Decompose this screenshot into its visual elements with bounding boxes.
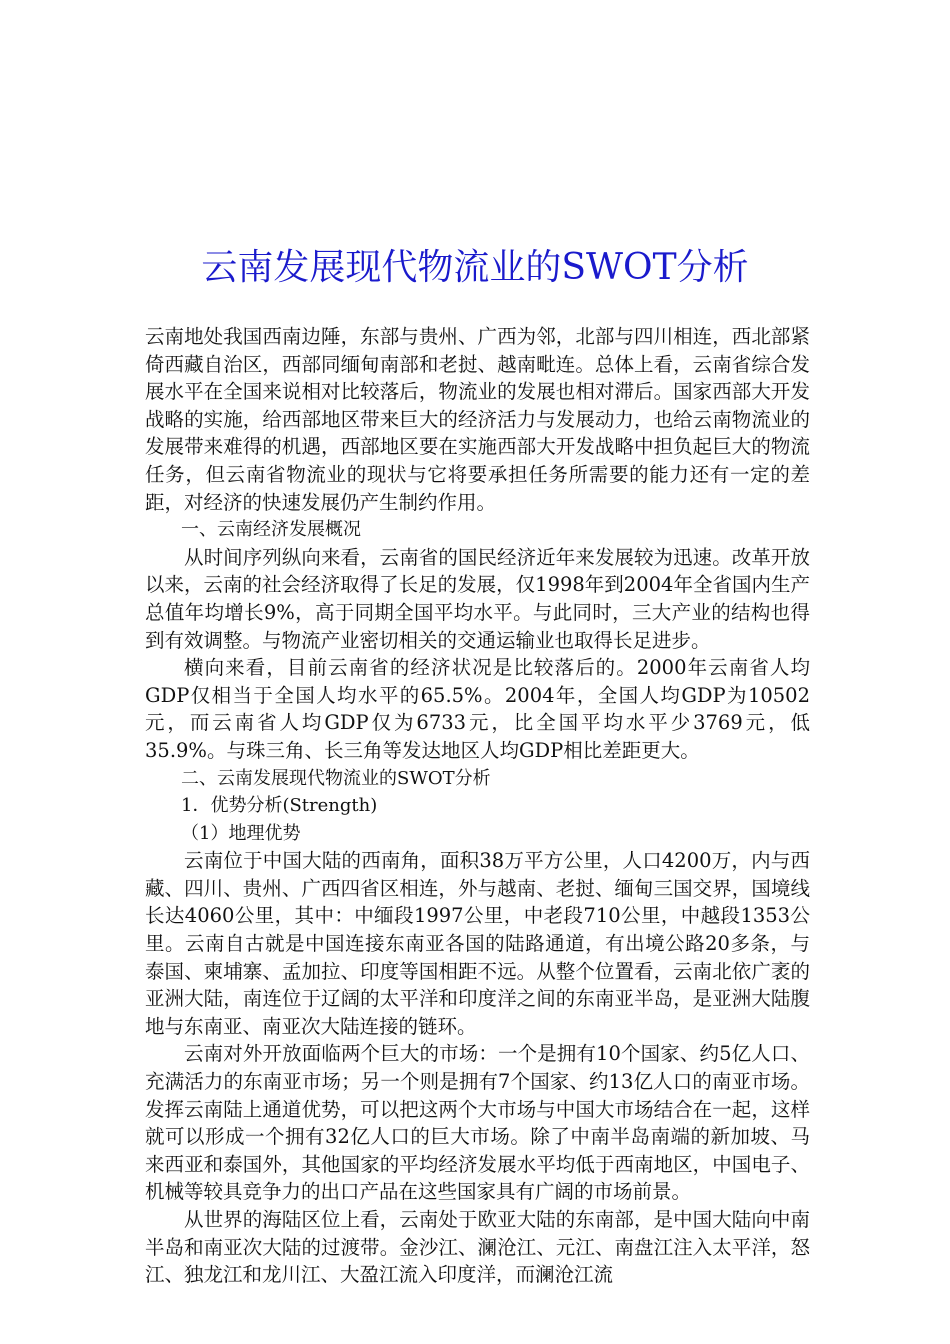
section-heading-2: 二、云南发展现代物流业的SWOT分析 [181,767,491,789]
paragraph-location: 云南位于中国大陆的西南角，面积38万平方公里，人口4200万，内与西藏、四川、贵州、广西四省区相连，外与越南、老挝、缅甸三国交界，国境线长达4060公里，其中：中缅段1997公里，中老段710公里，中越段1353公里。云南自古就是中国连接东南亚各国的陆路通道，有出境公路20多条，与泰国、柬埔寨、孟加拉、印度等国相距不远。从整个位置看，云南北依广袤的亚洲大陆，南连位于辽阔的太平洋和印度洋之间的东南亚半岛，是亚洲大陆腹地与东南亚、南亚次大陆连接的链环。 [145,849,810,1038]
paragraph-economy-vertical: 从时间序列纵向来看，云南省的国民经济近年来发展较为迅速。改革开放以来，云南的社会经济取得了长足的发展，仅1998年到2004年全省国内生产总值年均增长9%，高于同期全国平均水平。与此同时，三大产业的结构也得到有效调整。与物流产业密切相关的交通运输业也取得长足进步。 [145,545,810,652]
section-heading-1: 一、云南经济发展概况 [181,519,361,541]
subsection-heading-geography: （1）地理优势 [181,822,301,844]
paragraph-sea-land: 从世界的海陆区位上看，云南处于欧亚大陆的东南部，是中国大陆向中南半岛和南亚次大陆的过渡带。金沙江、澜沧江、元江、南盘江注入太平洋，怒江、独龙江和龙川江、大盈江流入印度洋，而澜沧江流 [145,1208,810,1287]
intro-paragraph: 云南地处我国西南边陲，东部与贵州、广西为邻，北部与四川相连，西北部紧倚西藏自治区，西部同缅甸南部和老挝、越南毗连。总体上看，云南省综合发展水平在全国来说相对比较落后，物流业的发展也相对滞后。国家西部大开发战略的实施，给西部地区带来巨大的经济活力与发展动力，也给云南物流业的发展带来难得的机遇，西部地区要在实施西部大开发战略中担负起巨大的物流任务，但云南省物流业的现状与它将要承担任务所需要的能力还有一定的差距，对经济的快速发展仍产生制约作用。 [145,325,810,514]
subsection-heading-strength: 1．优势分析(Strength) [181,795,378,817]
paragraph-economy-horizontal: 横向来看，目前云南省的经济状况是比较落后的。2000年云南省人均GDP仅相当于全国人均水平的65.5%。2004年，全国人均GDP为10502元，而云南省人均GDP仅为6733元，比全国平均水平少3769元，低35.9%。与珠三角、长三角等发达地区人均GDP相比差距更大。 [145,656,810,762]
paragraph-markets: 云南对外开放面临两个巨大的市场：一个是拥有10个国家、约5亿人口、充满活力的东南亚市场；另一个则是拥有7个国家、约13亿人口的南亚市场。发挥云南陆上通道优势，可以把这两个大市场与中国大市场结合在一起，这样就可以形成一个拥有32亿人口的巨大市场。除了中南半岛南端的新加坡、马来西亚和泰国外，其他国家的平均经济发展水平均低于西南地区，中国电子、机械等较具竞争力的出口产品在这些国家具有广阔的市场前景。 [145,1042,810,1204]
document-body [145,323,810,1289]
document-title: 云南发展现代物流业的SWOT分析 [201,247,749,288]
